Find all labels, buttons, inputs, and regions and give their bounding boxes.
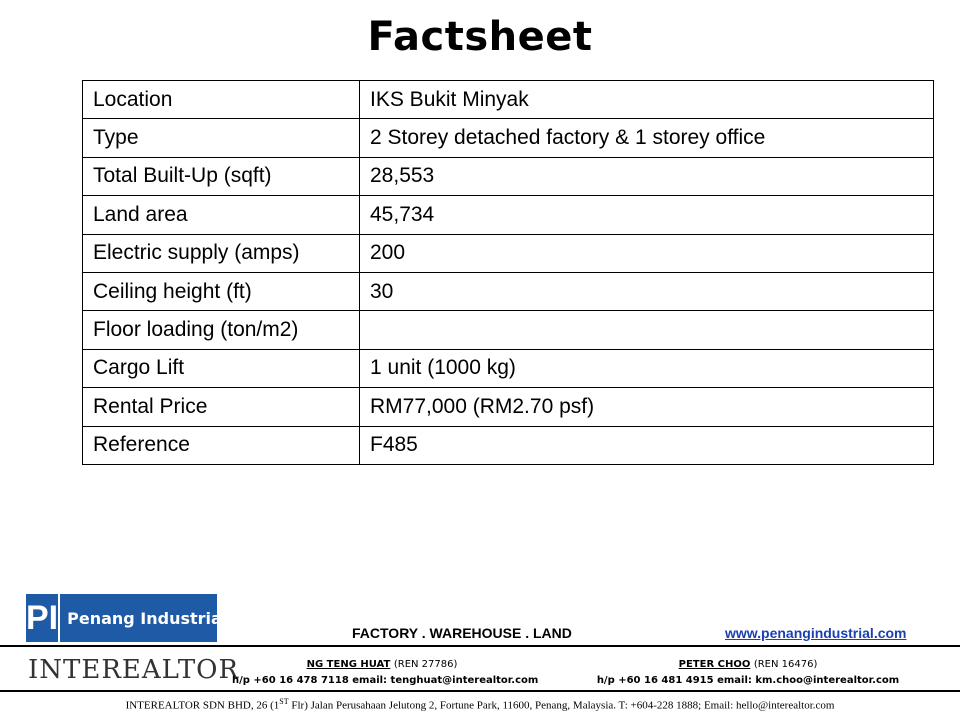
table-row [83,81,934,119]
row-label: Electric supply (amps) [83,234,360,272]
contact-peter-choo [588,657,908,689]
row-label: Location [83,81,360,119]
address-sup: ST [279,697,289,706]
table-row [83,272,934,310]
footer-divider-top [0,645,960,647]
address-suffix: Flr) Jalan Perusahaan Jelutong 2, Fortune Park, 11600, Penang, Malaysia. T: +604-228 1888; Email: hello@interealtor.com [288,699,835,712]
logo-mark: PI [26,594,60,642]
interealtor-logo: INTEREALTOR [28,655,240,685]
table-row [83,311,934,349]
contact-ng-teng-huat [232,657,539,689]
contact-details: h/p +60 16 481 4915 email: km.choo@interealtor.com [596,675,900,686]
row-value: 28,553 [360,157,934,195]
table-row [83,426,934,464]
logo-text: Penang Industrial [67,608,228,628]
row-label: Ceiling height (ft) [83,272,360,310]
table-row [83,196,934,234]
address-prefix: INTEREALTOR SDN BHD, 26 (1 [125,699,280,712]
table-row [83,388,934,426]
row-value [360,311,934,349]
contact-ren: (REN 16476) [753,659,818,670]
website-link[interactable]: www.penangindustrial.com [725,625,907,641]
row-value: 30 [360,272,934,310]
row-value: 1 unit (1000 kg) [360,349,934,387]
footer-divider-bottom [0,690,960,692]
row-value: 2 Storey detached factory & 1 storey office [360,119,934,157]
table-row [83,157,934,195]
row-label: Rental Price [83,388,360,426]
table-row [83,349,934,387]
row-value: 200 [360,234,934,272]
factsheet-table [82,80,934,465]
row-label: Type [83,119,360,157]
row-label: Cargo Lift [83,349,360,387]
row-label: Total Built-Up (sqft) [83,157,360,195]
tagline: FACTORY . WAREHOUSE . LAND [352,625,572,641]
row-label: Land area [83,196,360,234]
contact-details: h/p +60 16 478 7118 email: tenghuat@interealtor.com [232,675,539,686]
page-title: Factsheet [367,14,593,60]
contact-name: PETER CHOO [678,659,751,670]
table-row [83,234,934,272]
row-value: F485 [360,426,934,464]
contact-ren: (REN 27786) [393,659,458,670]
row-value: 45,734 [360,196,934,234]
row-value: RM77,000 (RM2.70 psf) [360,388,934,426]
row-label: Reference [83,426,360,464]
contact-name: NG TENG HUAT [306,659,391,670]
table-row [83,119,934,157]
company-address [0,697,960,712]
row-label: Floor loading (ton/m2) [83,311,360,349]
penang-industrial-logo [26,594,228,642]
row-value: IKS Bukit Minyak [360,81,934,119]
